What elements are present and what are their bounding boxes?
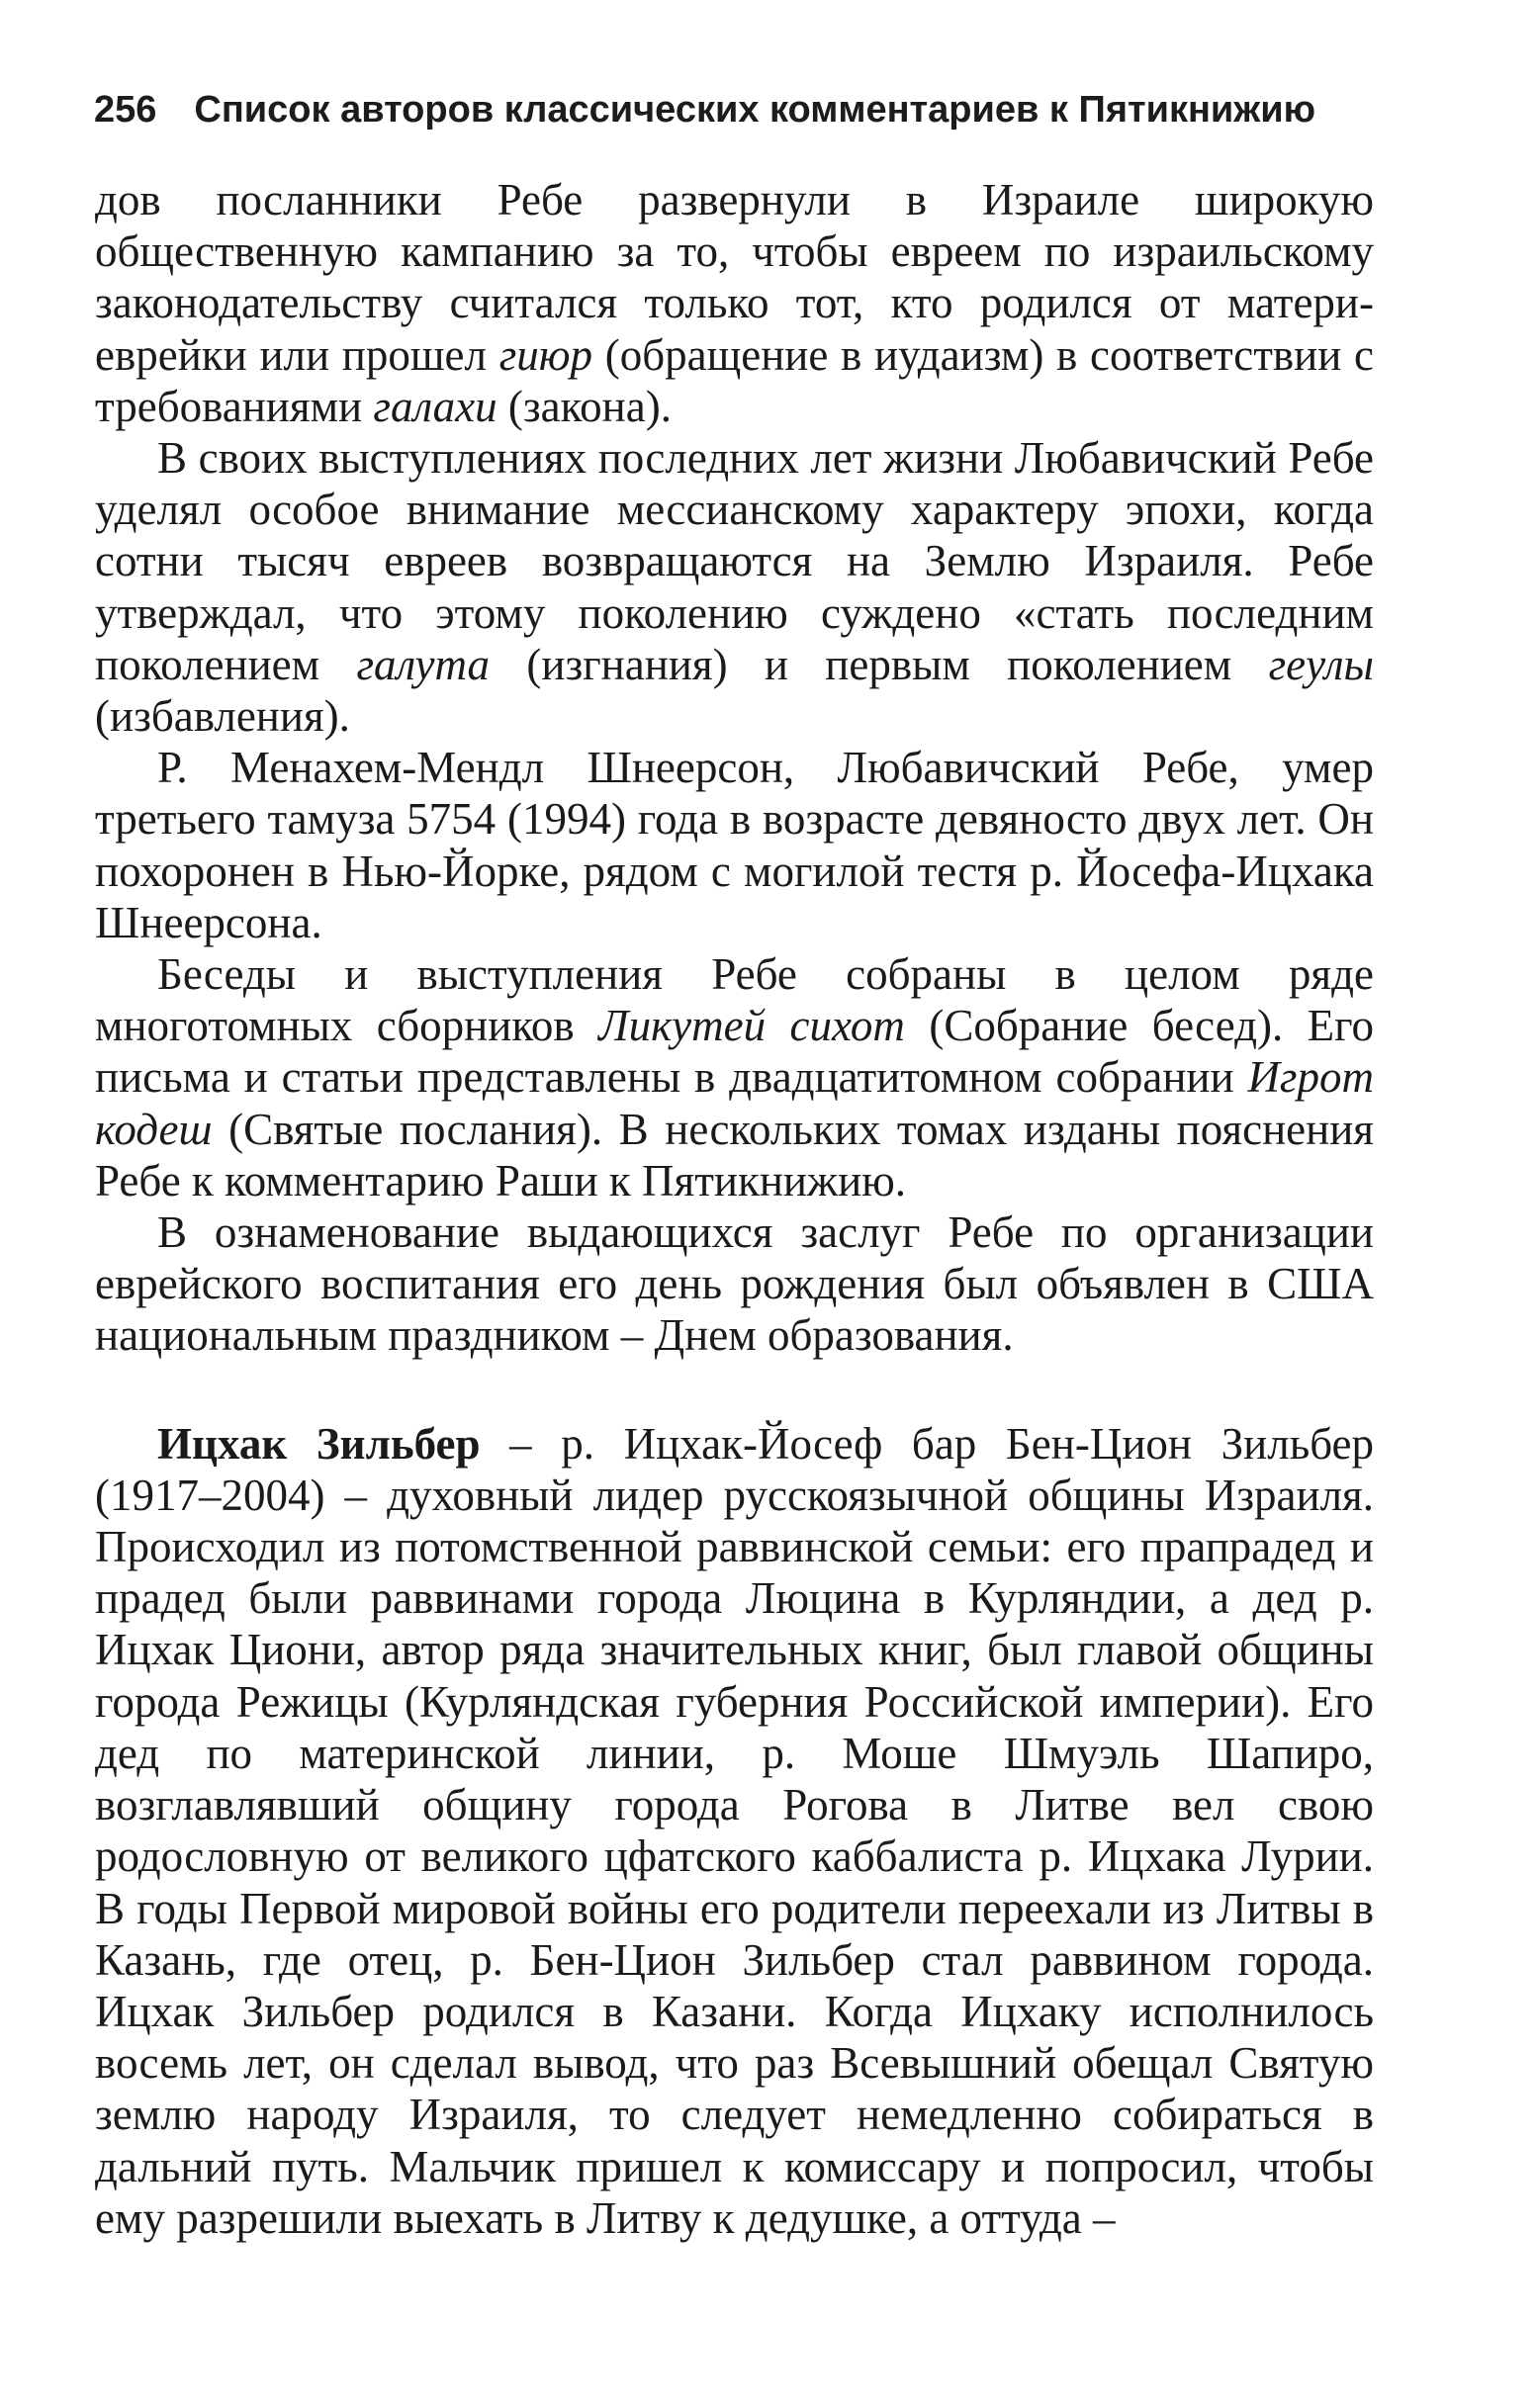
page-number: 256 — [94, 89, 157, 131]
section-gap — [95, 1362, 1374, 1418]
running-title: Список авторов классических комментариев к Пятикнижию — [194, 89, 1316, 131]
italic-term: Ликутей сихот — [598, 1001, 905, 1051]
text-run: – р. Ицхак-Йосеф бар Бен-Цион Зильбер (1917–2004) – духовный лидер русскоязычной общины Израиля. Происходил из потомственной раввинской семьи: его прапрадед и прадед были раввинами города Люцина в Курляндии, а дед р. Ицхак Циони, автор ряда значительных книг, был главой общины города Режицы (Курляндская губерния Российской империи). Его дед по материнской линии, р. Моше Шмуэль Шапиро, возглавлявший общину города Рогова в Литве вел свою родословную от великого цфатского каббалиста р. Ицхака Лурии. В годы Первой мировой войны его родители переехали из Литвы в Казань, где отец, р. Бен-Цион Зильбер стал раввином города. Ицхак Зильбер родился в Казани. Когда Ицхаку исполнилось восемь лет, он сделал вывод, что раз Всевышний обещал Святую землю народу Израиля, то следует немедленно собираться в дальний путь. Мальчик пришел к комиссару и попросил, чтобы ему разрешили выехать в Литву к дедушке, а оттуда – — [95, 1418, 1374, 2243]
italic-term: геулы — [1268, 639, 1374, 689]
text-run: (избавления). — [95, 691, 350, 742]
italic-term: Игрот кодеш — [95, 1052, 1374, 1154]
paragraph-3 — [95, 742, 1374, 948]
text-run: (изгнания) и первым поколением — [490, 639, 1269, 689]
paragraph-2 — [95, 432, 1374, 742]
paragraph-4 — [95, 948, 1374, 1206]
text-run: В своих выступлениях последних лет жизни Любавичский Ребе уделял особое внимание мессианскому характеру эпохи, когда сотни тысяч евреев возвращаются на Землю Израиля. Ребе утверждал, что этому поколению суждено «стать последним поколением — [95, 433, 1374, 689]
text-run: дов посланники Ребе развернули в Израиле широкую общественную кампанию за то, чтобы евреем по израильскому законодательству считался только тот, кто родился от матери-еврейки или прошел — [95, 175, 1374, 380]
paragraph-5 — [95, 1206, 1374, 1362]
entry-name: Ицхак Зильбер — [157, 1418, 481, 1469]
body-text — [95, 174, 1374, 2244]
text-run: (закона). — [497, 381, 672, 431]
running-head — [94, 87, 1380, 133]
text-run: В ознаменование выдающихся заслуг Ребе по организации еврейского воспитания его день рождения был объявлен в США национальным праздником – Днем образования. — [95, 1207, 1374, 1361]
italic-term: гиюр — [498, 329, 592, 380]
paragraph-6 — [95, 1418, 1374, 2244]
text-run: (обращение в иудаизм) в соответствии с требованиями — [95, 329, 1374, 431]
italic-term: галахи — [373, 381, 497, 431]
paragraph-1 — [95, 174, 1374, 432]
italic-term: галута — [356, 639, 491, 689]
text-run: (Собрание бесед). Его письма и статьи представлены в двадцатитомном собрании — [95, 1001, 1374, 1103]
text-run: (Святые послания). В нескольких томах изданы пояснения Ребе к комментарию Раши к Пятикнижию. — [95, 1104, 1374, 1205]
text-run: Р. Менахем-Мендл Шнеерсон, Любавичский Ребе, умер третьего тамуза 5754 (1994) года в возрасте девяносто двух лет. Он похоронен в Нью-Йорке, рядом с могилой тестя р. Йосефа-Ицхака Шнеерсона. — [95, 743, 1374, 947]
text-run: Беседы и выступления Ребе собраны в целом ряде многотомных сборников — [95, 949, 1374, 1051]
